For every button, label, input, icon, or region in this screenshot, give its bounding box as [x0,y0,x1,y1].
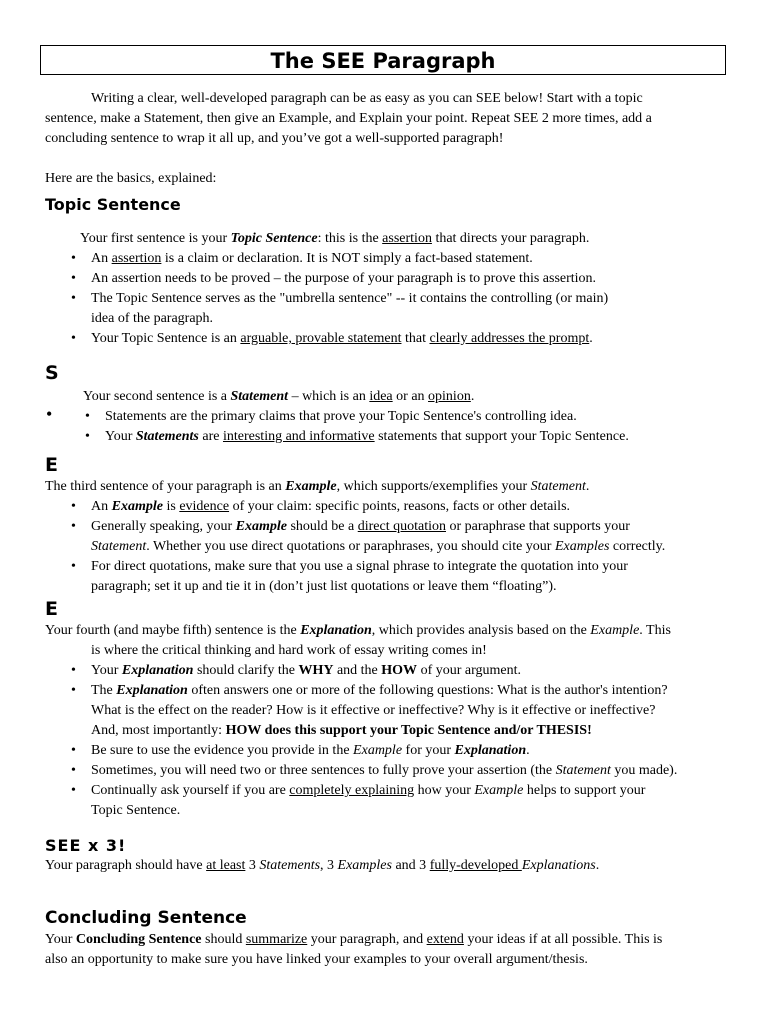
list-item: • An assertion is a claim or declaration. It is NOT simply a fact-based statement. [45,249,725,269]
topic-bullets [45,249,725,349]
list-item: • Your Explanation should clarify the WHY and the HOW of your argument. [45,661,725,681]
list-item: • Your Statements are interesting and informative statements that support your Topic Sentence. [59,427,725,447]
list-item: • The Explanation often answers one or more of the following questions: What is the author's intention? What is the effect on the reader? How is it effective or ineffective? Why is it effective or ineffective? And, most importantly: HOW does this support your Topic Sentence and/or THESIS! [45,681,725,741]
list-item: • An Example is evidence of your claim: specific points, reasons, facts or other details. [45,497,725,517]
concluding-text: Your Concluding Sentence should summarize your paragraph, and extend your ideas if at all possible. This is also an opportunity to make sure you have linked your examples to your overall argument/thesis. [45,932,663,967]
list-item: • Sometimes, you will need two or three sentences to fully prove your assertion (the Statement you made). [45,761,725,781]
list-item: • Generally speaking, your Example should be a direct quotation or paraphrase that supports your Statement. Whether you use direct quotations or paraphrases, you should cite your Examples correctly. [45,517,725,557]
concluding-section [45,908,725,970]
list-item: • Your Topic Sentence is an arguable, provable statement that clearly addresses the prompt. [45,329,725,349]
explanation-heading: E [45,598,58,620]
example-bullets [45,497,725,597]
list-item: • Be sure to use the evidence you provide in the Example for your Explanation. [45,741,725,761]
statement-heading: S [45,362,59,384]
list-item: • Continually ask yourself if you are completely explaining how your Example helps to support your Topic Sentence. [45,781,725,821]
topic-heading: Topic Sentence [45,195,181,214]
explanation-bullets [45,661,725,821]
intro-basics: Here are the basics, explained: [45,171,217,186]
see3-heading: SEE x 3! [45,836,127,855]
statement-bullets [45,407,725,447]
example-section [45,455,725,597]
explanation-lead: Your fourth (and maybe fifth) sentence is the Explanation, which provides analysis based on the Example. This is where the critical thinking and hard work of essay writing comes in! [45,623,671,658]
intro-paragraph: Writing a clear, well-developed paragraph can be as easy as you can SEE below! Start with a topic sentence, make a Statement, then give an Example, and Explain your point. Repeat SEE 2 more times, add a concluding sentence to wrap it all up, and you’ve got a well-supported paragraph! [45,91,652,146]
page-title: The SEE Paragraph [40,45,726,75]
see3-text: Your paragraph should have at least 3 Statements, 3 Examples and 3 fully-developed Explanations. [45,858,600,873]
list-item: • An assertion needs to be proved – the purpose of your paragraph is to prove this assertion. [45,269,725,289]
topic-lead: Your first sentence is your Topic Sentence: this is the assertion that directs your paragraph. [80,231,590,246]
concluding-heading: Concluding Sentence [45,908,247,928]
explanation-section [45,599,725,821]
bullet-marker: • [46,404,53,424]
list-item: • Statements are the primary claims that prove your Topic Sentence's controlling idea. [59,407,725,427]
intro-section [45,89,725,189]
statement-lead: Your second sentence is a Statement – which is an idea or an opinion. [83,389,475,404]
statement-section [45,363,725,447]
see3-section [45,836,725,876]
topic-section [45,195,725,349]
example-heading: E [45,454,58,476]
list-item: • The Topic Sentence serves as the "umbrella sentence" -- it contains the controlling (or main) idea of the paragraph. [45,289,725,329]
example-lead: The third sentence of your paragraph is an Example, which supports/exemplifies your Statement. [45,479,590,494]
list-item: • For direct quotations, make sure that you use a signal phrase to integrate the quotation into your paragraph; set it up and tie it in (don’t just list quotations or leave them “floating”). [45,557,725,597]
